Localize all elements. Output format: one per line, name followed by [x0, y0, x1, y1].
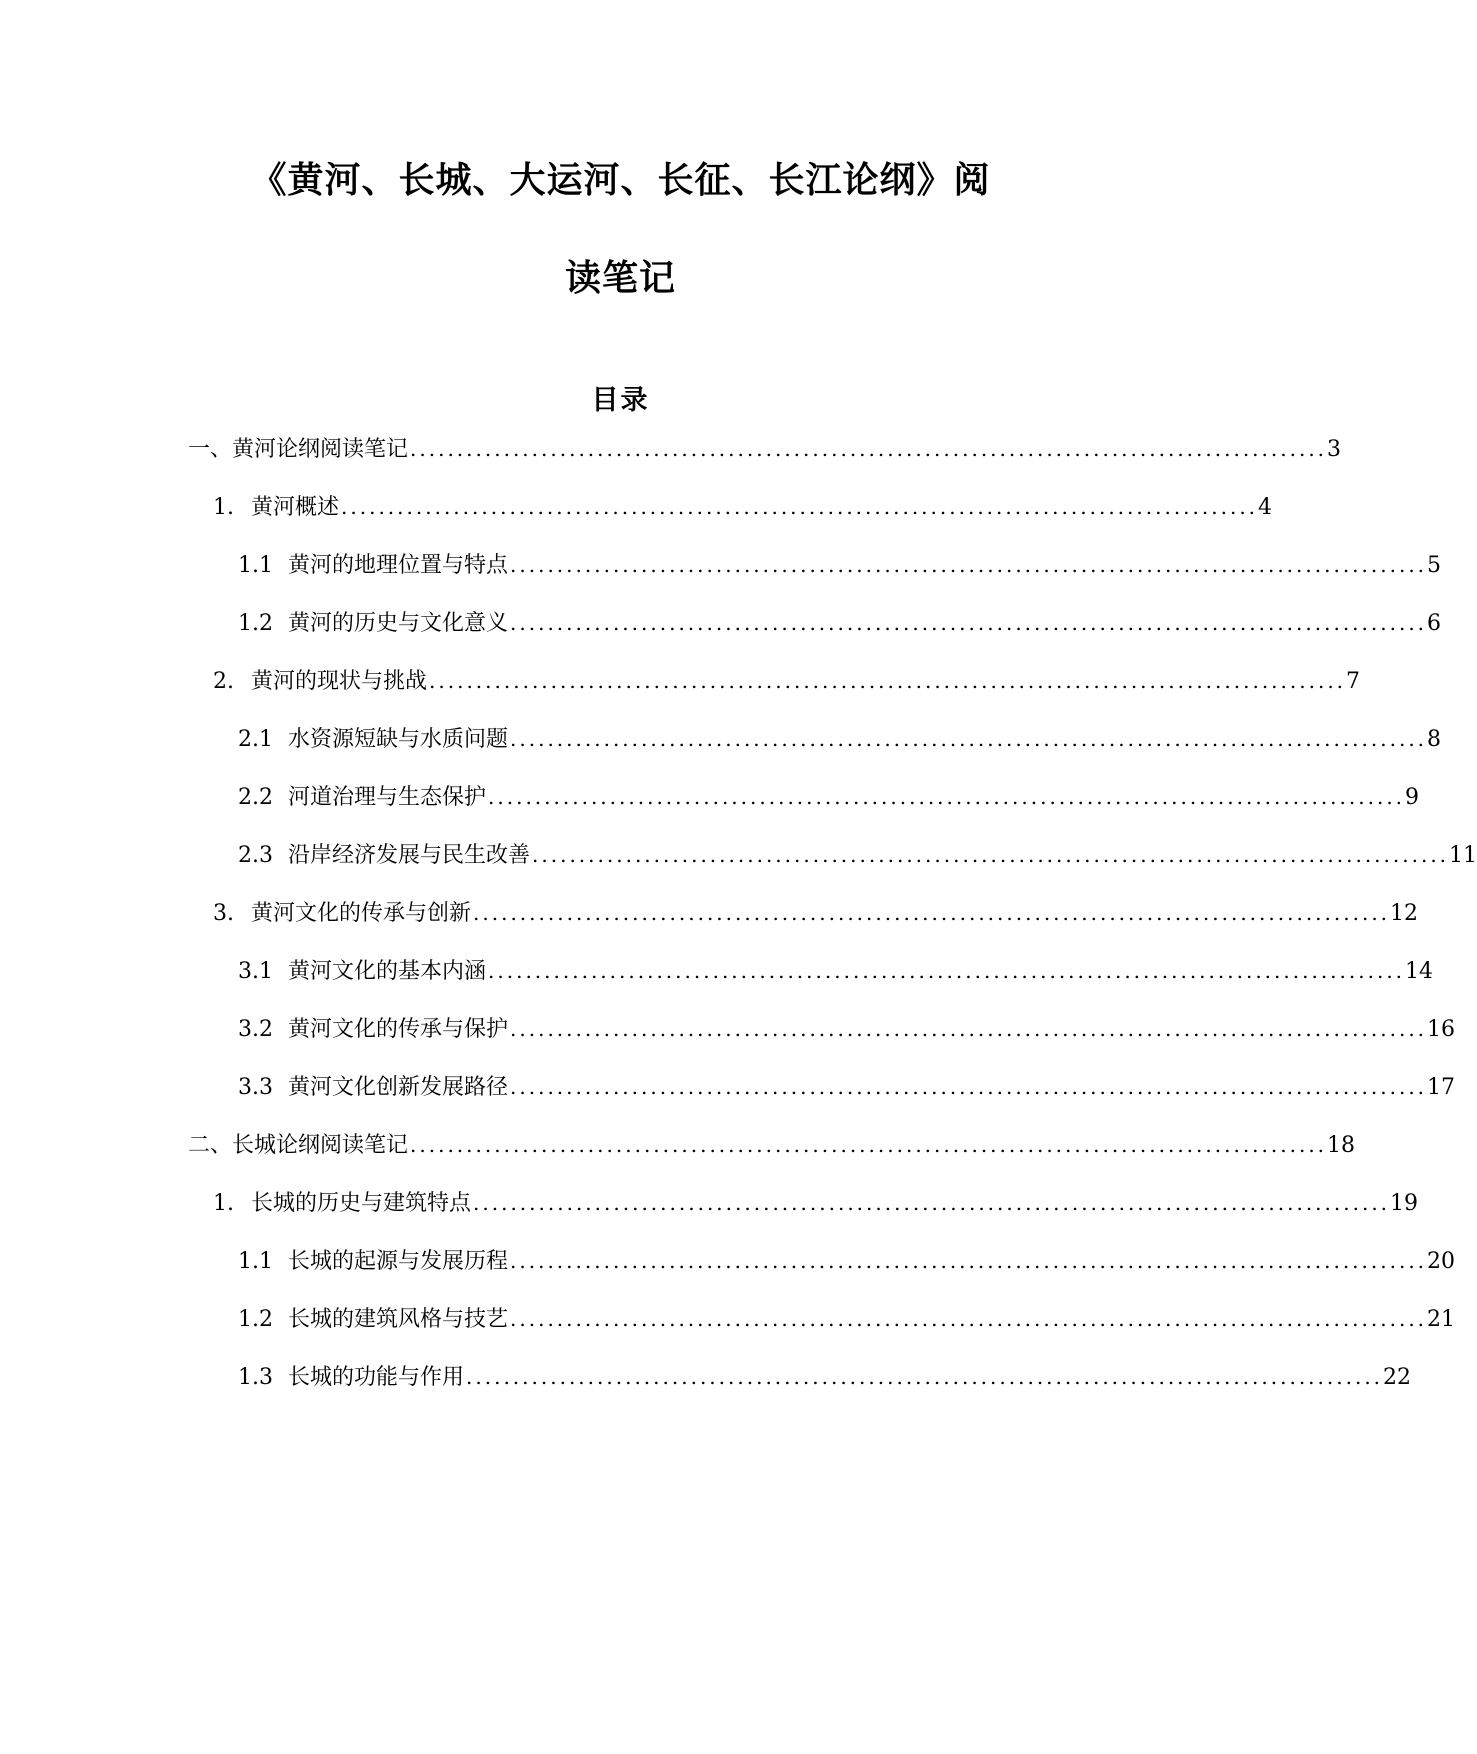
toc-entry[interactable] — [238, 1012, 1456, 1044]
toc-entry[interactable] — [238, 548, 1442, 580]
toc-page-number: 19 — [1390, 1191, 1419, 1216]
toc-page-number: 6 — [1427, 611, 1442, 636]
toc-entry-number: 3.1 — [238, 959, 273, 984]
toc-entry-label: 水资源短缺与水质问题 — [288, 727, 509, 752]
toc-entry-label: 黄河文化的传承与创新 — [251, 901, 472, 926]
toc-entry-number: 1.2 — [238, 611, 273, 636]
toc-entry[interactable] — [213, 490, 1273, 522]
toc-page-number: 21 — [1427, 1307, 1456, 1332]
toc-entry-number: 1.1 — [238, 1249, 273, 1274]
toc-entry[interactable] — [238, 954, 1434, 986]
toc-page-number: 14 — [1405, 959, 1434, 984]
toc-page-number: 20 — [1427, 1249, 1456, 1274]
toc-dot-leader: .................................................................................................. — [410, 437, 1328, 461]
toc-page-number: 9 — [1405, 785, 1420, 810]
toc-dot-leader: .................................................................................................. — [473, 1191, 1391, 1215]
toc-page-number: 7 — [1346, 669, 1361, 694]
toc-dot-leader: .................................................................................................. — [532, 843, 1450, 867]
toc-entry-number: 1.1 — [238, 553, 273, 578]
toc-page-number: 8 — [1427, 727, 1442, 752]
toc-page-number: 12 — [1390, 901, 1419, 926]
toc-entry[interactable] — [238, 722, 1442, 754]
toc-entry-label: 长城的功能与作用 — [288, 1365, 465, 1390]
toc-dot-leader: .................................................................................................. — [510, 611, 1428, 635]
toc-entry[interactable] — [238, 1302, 1456, 1334]
document-title-line-1: 《黄河、长城、大运河、长征、长江论纲》阅 — [250, 160, 991, 201]
toc-entry[interactable] — [238, 780, 1420, 812]
toc-entry[interactable] — [188, 1128, 1356, 1160]
toc-entry-number: 1.2 — [238, 1307, 273, 1332]
toc-entry-number: 1.3 — [238, 1365, 273, 1390]
toc-entry-label: 河道治理与生态保护 — [288, 785, 487, 810]
toc-entry-label: 黄河文化的基本内涵 — [288, 959, 487, 984]
toc-page-number: 16 — [1427, 1017, 1456, 1042]
toc-dot-leader: .................................................................................................. — [429, 669, 1347, 693]
toc-entry[interactable] — [238, 1244, 1456, 1276]
toc-dot-leader: .................................................................................................. — [510, 1017, 1428, 1041]
toc-page-number: 3 — [1327, 437, 1342, 462]
toc-dot-leader: .................................................................................................. — [341, 495, 1259, 519]
toc-page-number: 18 — [1327, 1133, 1356, 1158]
toc-page-number: 22 — [1383, 1365, 1412, 1390]
toc-dot-leader: .................................................................................................. — [510, 727, 1428, 751]
toc-entry-label: 黄河的现状与挑战 — [251, 669, 428, 694]
toc-entry-number: 1. — [213, 495, 234, 520]
toc-dot-leader: .................................................................................................. — [473, 901, 1391, 925]
toc-entry-number: 2.2 — [238, 785, 273, 810]
toc-entry-label: 长城的建筑风格与技艺 — [288, 1307, 509, 1332]
toc-entry-label: 黄河文化的传承与保护 — [288, 1017, 509, 1042]
toc-entry-label: 一、黄河论纲阅读笔记 — [188, 437, 409, 462]
toc-dot-leader: .................................................................................................. — [510, 553, 1428, 577]
toc-dot-leader: .................................................................................................. — [510, 1075, 1428, 1099]
toc-entry-number: 3.2 — [238, 1017, 273, 1042]
toc-entry[interactable] — [213, 896, 1419, 928]
toc-entry[interactable] — [238, 1360, 1412, 1392]
toc-page-number: 4 — [1258, 495, 1273, 520]
toc-heading: 目录 — [591, 385, 650, 416]
toc-page-number: 5 — [1427, 553, 1442, 578]
toc-entry-number: 2.3 — [238, 843, 273, 868]
toc-page-number: 11 — [1449, 843, 1477, 868]
toc-entry[interactable] — [238, 1070, 1456, 1102]
toc-entry[interactable] — [213, 664, 1361, 696]
toc-dot-leader: .................................................................................................. — [510, 1249, 1428, 1273]
toc-entry[interactable] — [213, 1186, 1419, 1218]
toc-entry-label: 二、长城论纲阅读笔记 — [188, 1133, 409, 1158]
toc-dot-leader: .................................................................................................. — [488, 785, 1406, 809]
toc-page-number: 17 — [1427, 1075, 1456, 1100]
toc-entry-number: 2.1 — [238, 727, 273, 752]
toc-entry-number: 1. — [213, 1191, 234, 1216]
toc-dot-leader: .................................................................................................. — [466, 1365, 1384, 1389]
toc-entry-number: 2. — [213, 669, 234, 694]
toc-entry[interactable] — [238, 606, 1442, 638]
toc-entry-label: 长城的历史与建筑特点 — [251, 1191, 472, 1216]
toc-dot-leader: .................................................................................................. — [410, 1133, 1328, 1157]
toc-entry-label: 黄河的历史与文化意义 — [288, 611, 509, 636]
toc-entry[interactable] — [188, 432, 1342, 464]
toc-dot-leader: .................................................................................................. — [510, 1307, 1428, 1331]
toc-entry-label: 黄河的地理位置与特点 — [288, 553, 509, 578]
toc-entry[interactable] — [238, 838, 1477, 870]
toc-entry-number: 3. — [213, 901, 234, 926]
toc-entry-label: 沿岸经济发展与民生改善 — [288, 843, 531, 868]
toc-entry-label: 黄河概述 — [251, 495, 340, 520]
toc-entry-label: 黄河文化创新发展路径 — [288, 1075, 509, 1100]
toc-entry-number: 3.3 — [238, 1075, 273, 1100]
document-title-line-2: 读笔记 — [564, 258, 676, 299]
toc-dot-leader: .................................................................................................. — [488, 959, 1406, 983]
toc-entry-label: 长城的起源与发展历程 — [288, 1249, 509, 1274]
